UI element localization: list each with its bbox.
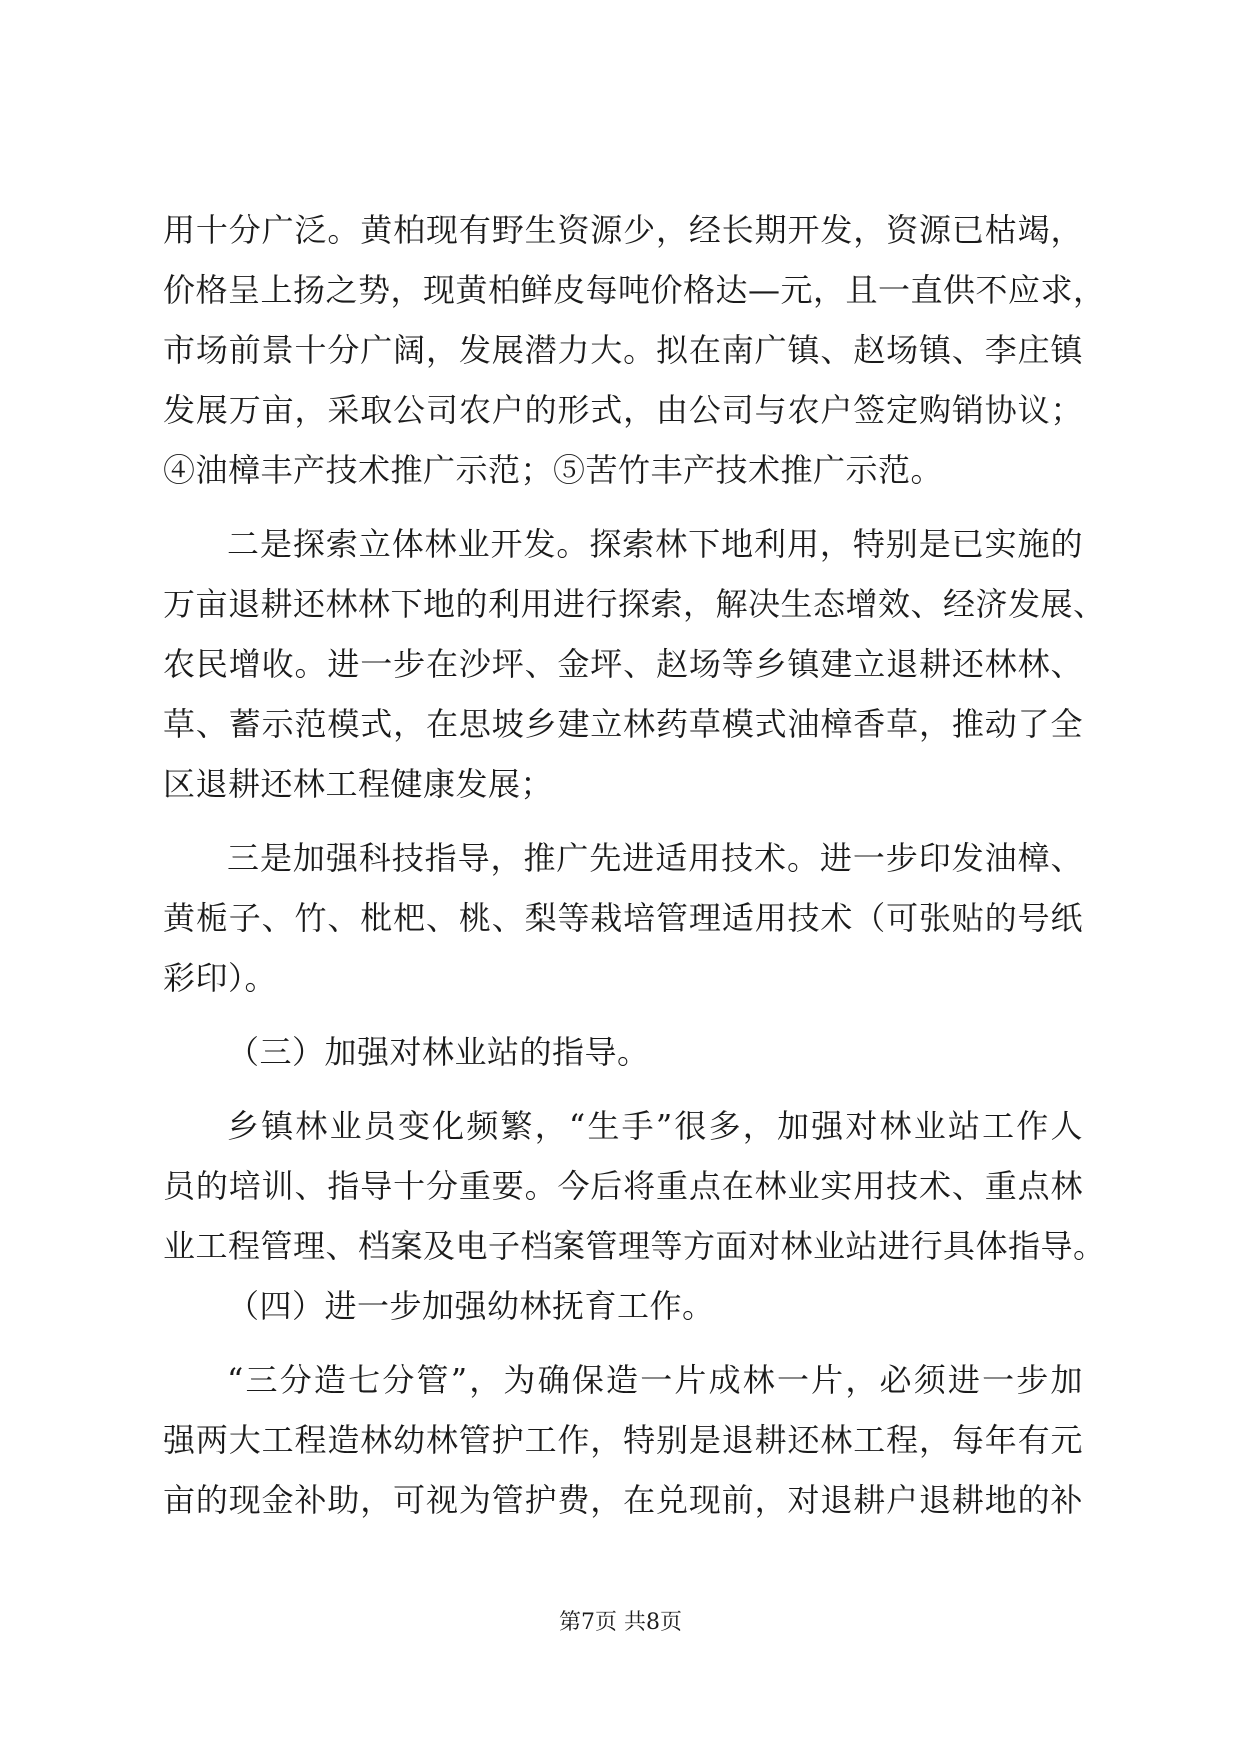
text-line: 亩的现金补助，可视为管护费，在兑现前，对退耕户退耕地的补 <box>163 1481 1083 1519</box>
text-line: 市场前景十分广阔，发展潜力大。拟在南广镇、赵场镇、李庄镇 <box>163 331 1083 369</box>
text-line: 万亩退耕还林林下地的利用进行探索，解决生态增效、经济发展、 <box>163 585 1106 623</box>
paragraph-first-line: 二是探索立体林业开发。探索林下地利用，特别是已实施的 <box>227 525 1083 563</box>
text-line: 员的培训、指导十分重要。今后将重点在林业实用技术、重点林 <box>163 1167 1083 1205</box>
text-line: 业工程管理、档案及电子档案管理等方面对林业站进行具体指导。 <box>163 1227 1106 1265</box>
text-line: 发展万亩，采取公司农户的形式，由公司与农户签定购销协议； <box>163 391 1083 429</box>
paragraph-first-line: 乡镇林业员变化频繁，“生手”很多，加强对林业站工作人 <box>227 1107 1083 1145</box>
paragraph-first-line: “三分造七分管”，为确保造一片成林一片，必须进一步加 <box>227 1361 1083 1399</box>
text-line: 农民增收。进一步在沙坪、金坪、赵场等乡镇建立退耕还林林、 <box>163 645 1083 683</box>
text-line: 区退耕还林工程健康发展； <box>163 765 554 803</box>
text-line: 强两大工程造林幼林管护工作，特别是退耕还林工程，每年有元 <box>163 1421 1083 1459</box>
section-heading: （三）加强对林业站的指导。 <box>227 1033 650 1071</box>
text-line: 黄栀子、竹、枇杷、桃、梨等栽培管理适用技术（可张贴的号纸 <box>163 899 1083 937</box>
text-line: ④油樟丰产技术推广示范；⑤苦竹丰产技术推广示范。 <box>163 451 944 489</box>
text-line: 价格呈上扬之势，现黄柏鲜皮每吨价格达—元，且一直供不应求， <box>163 271 1106 309</box>
page-number-footer: 第7页 共8页 <box>559 1610 682 1635</box>
text-line: 彩印）。 <box>163 959 278 997</box>
text-line: 用十分广泛。黄柏现有野生资源少，经长期开发，资源已枯竭， <box>163 211 1083 249</box>
section-heading: （四）进一步加强幼林抚育工作。 <box>227 1287 715 1325</box>
document-body <box>163 200 1106 1530</box>
paragraph-first-line: 三是加强科技指导，推广先进适用技术。进一步印发油樟、 <box>227 839 1083 877</box>
text-line: 草、蓄示范模式，在思坡乡建立林药草模式油樟香草，推动了全 <box>163 705 1083 743</box>
